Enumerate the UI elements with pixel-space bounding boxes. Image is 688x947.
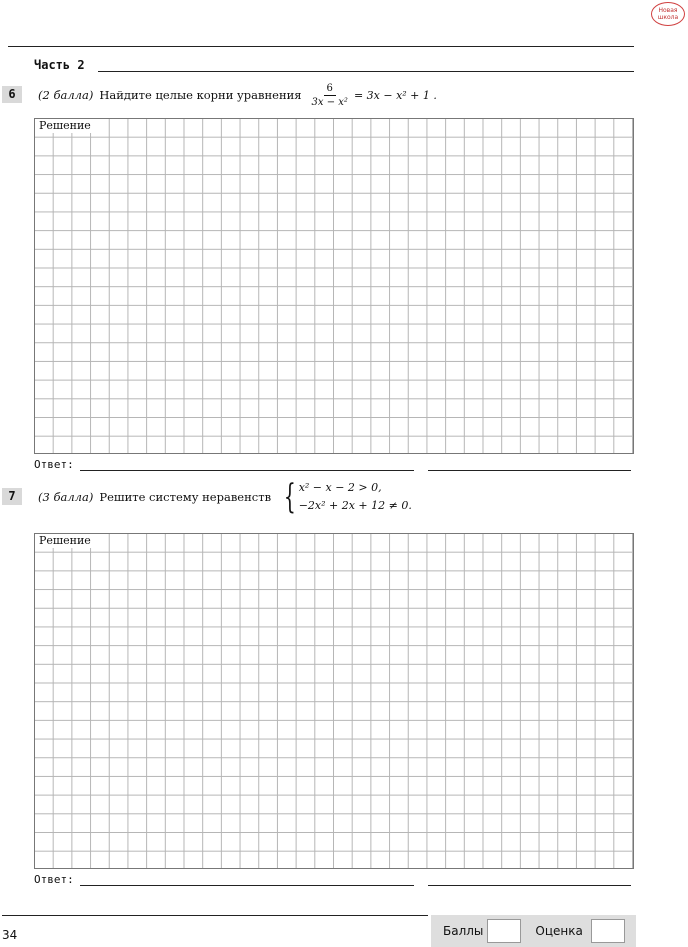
task-6-text — [38, 78, 437, 112]
logo-line-1: Новая — [658, 7, 678, 14]
answer-label-7: Ответ: — [34, 873, 74, 886]
task-6-prompt: Найдите целые корни уравнения — [99, 88, 302, 102]
system-brace: { — [283, 477, 296, 517]
fraction-numerator: 6 — [324, 83, 336, 96]
score-cell[interactable] — [487, 919, 521, 943]
part-title: Часть 2 — [34, 58, 85, 72]
answer-line-6a[interactable] — [80, 470, 414, 471]
school-logo — [651, 2, 685, 26]
answer-line-7a[interactable] — [80, 885, 414, 886]
task-7-number: 7 — [2, 488, 22, 505]
solution-label: Решение — [39, 534, 91, 547]
inequality-1: x² − x − 2 > 0, — [298, 481, 382, 494]
inequality-system — [279, 479, 412, 515]
grade-cell[interactable] — [591, 919, 625, 943]
answer-line-6b[interactable] — [428, 470, 631, 471]
logo-line-2: школа — [657, 14, 679, 21]
part-title-rule — [98, 71, 634, 72]
task-6-fraction — [312, 83, 348, 108]
task-6-points: (2 балла) — [38, 88, 94, 102]
solution-grid-6[interactable] — [34, 118, 634, 454]
grade-label: Оценка — [535, 924, 583, 938]
score-box — [431, 915, 636, 947]
answer-line-7b[interactable] — [428, 885, 631, 886]
task-6-rhs: = 3x − x² + 1 . — [353, 88, 437, 102]
footer-rule — [2, 915, 428, 916]
top-rule — [8, 46, 634, 47]
task-7-text — [38, 478, 412, 516]
task-7-points: (3 балла) — [38, 490, 94, 504]
answer-label-6: Ответ: — [34, 458, 74, 471]
page-number: 34 — [2, 928, 18, 942]
solution-label: Решение — [39, 119, 91, 132]
task-6-number: 6 — [2, 86, 22, 103]
fraction-denominator: 3x − x² — [311, 96, 348, 108]
task-7-prompt: Решите систему неравенств — [99, 490, 272, 504]
inequality-2: −2x² + 2x + 12 ≠ 0. — [298, 499, 412, 512]
solution-grid-7[interactable] — [34, 533, 634, 869]
score-label: Баллы — [443, 924, 484, 938]
